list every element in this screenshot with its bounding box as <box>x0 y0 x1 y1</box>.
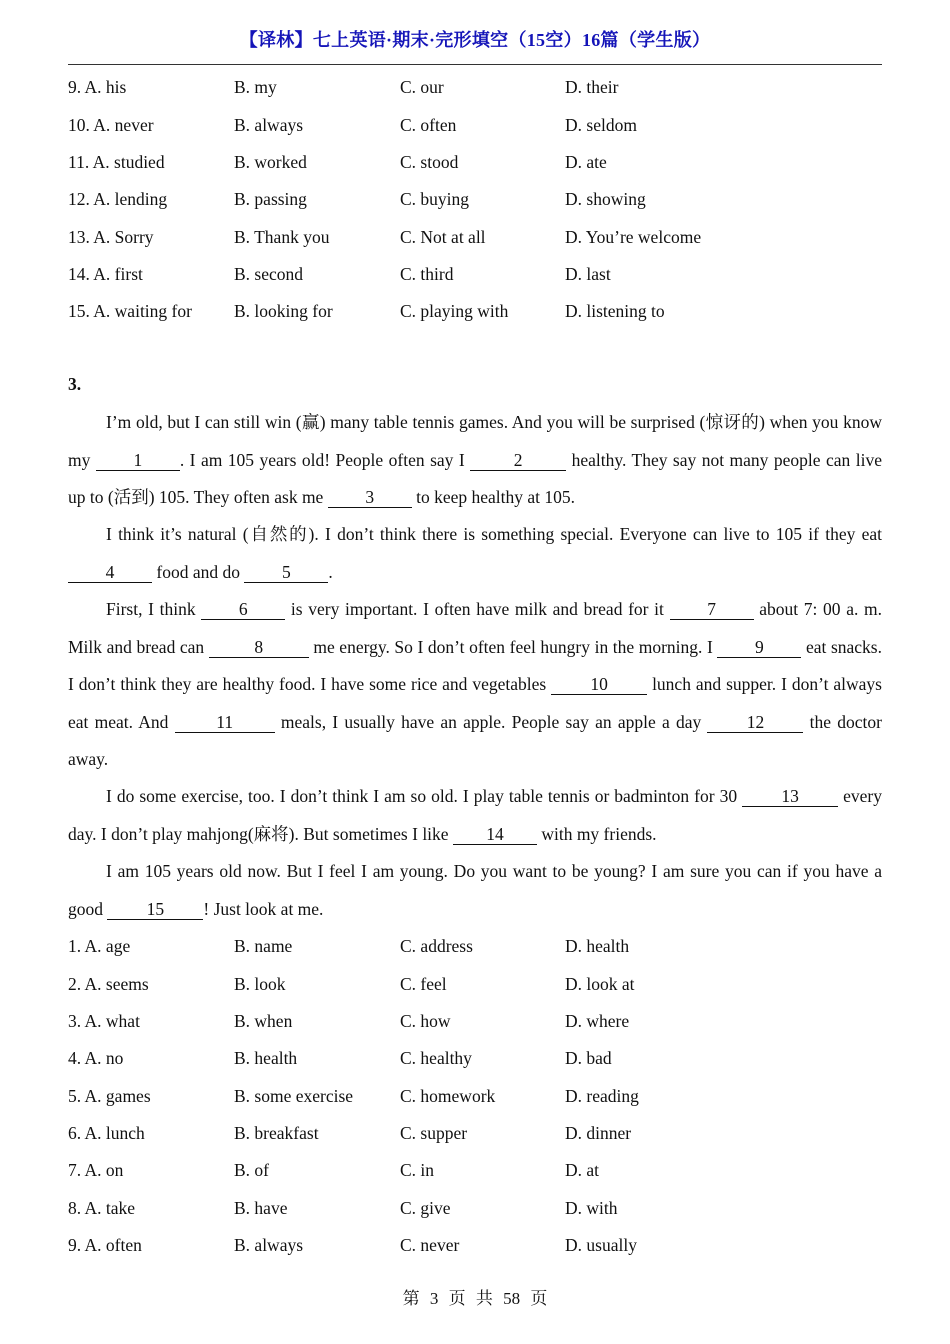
passage-paragraph-4 <box>68 778 882 853</box>
passage-paragraph-1 <box>68 404 882 517</box>
blank-6[interactable]: 6 <box>201 599 285 620</box>
text: I do some exercise, too. I don’t think I am so old. I play table tennis or badminton for 30 <box>106 786 743 806</box>
option-b: B. when <box>234 1011 293 1031</box>
option-d: D. ate <box>565 152 607 172</box>
blank-10[interactable]: 10 <box>551 674 647 695</box>
option-b: B. health <box>234 1048 298 1068</box>
option-c: C. stood <box>400 152 459 172</box>
option-a: 7. A. on <box>68 1160 124 1180</box>
option-d: D. health <box>565 936 630 956</box>
text: food and do <box>152 561 245 582</box>
option-b: B. have <box>234 1198 288 1218</box>
option-c: C. never <box>400 1235 460 1255</box>
option-d: D. where <box>565 1011 630 1031</box>
blank-12[interactable]: 12 <box>707 712 803 733</box>
option-c: C. how <box>400 1011 451 1031</box>
text: I think it’s natural (自然的). I don’t think there is something special. Everyone can live to 105 if they eat <box>106 524 882 544</box>
option-c: C. Not at all <box>400 227 486 247</box>
passage-paragraph-3 <box>68 591 882 779</box>
option-c: C. our <box>400 77 444 97</box>
option-a: 1. A. age <box>68 936 131 956</box>
text: about 7: 00 a. m. Milk and bread can <box>68 599 882 657</box>
option-d: D. last <box>565 264 611 284</box>
document-header-title: 【译林】七上英语·期末·完形填空（15空）16篇（学生版） <box>239 30 711 50</box>
blank-9[interactable]: 9 <box>717 637 801 658</box>
option-a: 13. A. Sorry <box>68 227 154 247</box>
option-c: C. address <box>400 936 473 956</box>
blank-2[interactable]: 2 <box>470 450 566 471</box>
blank-7[interactable]: 7 <box>670 599 754 620</box>
text: the doctor away. <box>68 711 882 769</box>
text: lunch and supper. I don’t always eat meat. And <box>68 674 882 732</box>
option-b: B. Thank you <box>234 227 330 247</box>
blank-11[interactable]: 11 <box>175 712 275 733</box>
option-b: B. name <box>234 936 293 956</box>
text: . <box>328 561 333 582</box>
text: with my friends. <box>536 823 657 844</box>
blank-5[interactable]: 5 <box>244 562 328 583</box>
header-divider <box>68 64 882 65</box>
blank-15[interactable]: 15 <box>107 899 203 920</box>
option-a: 5. A. games <box>68 1086 151 1106</box>
option-d: D. showing <box>565 189 646 209</box>
option-a: 9. A. his <box>68 77 127 97</box>
option-b: B. looking for <box>234 301 333 321</box>
option-c: C. often <box>400 115 457 135</box>
blank-13[interactable]: 13 <box>742 786 838 807</box>
blank-1[interactable]: 1 <box>96 450 180 471</box>
text: to keep healthy at 105. <box>411 487 575 507</box>
option-b: B. look <box>234 974 286 994</box>
option-c: C. give <box>400 1198 451 1218</box>
text: I’m old, but I can still win (赢) many table tennis games. And you will be surprised (惊讶的) when you know my <box>68 412 882 470</box>
option-b: B. second <box>234 264 304 284</box>
option-a: 14. A. first <box>68 264 143 284</box>
option-a: 10. A. never <box>68 115 154 135</box>
passage-paragraph-2 <box>68 516 882 591</box>
option-b: B. my <box>234 77 277 97</box>
section-number: 3. <box>68 374 82 394</box>
option-a: 11. A. studied <box>68 152 165 172</box>
option-d: D. bad <box>565 1048 612 1068</box>
option-d: D. with <box>565 1198 618 1218</box>
blank-8[interactable]: 8 <box>209 637 309 658</box>
text: First, I think <box>106 599 202 619</box>
option-a: 15. A. waiting for <box>68 301 192 321</box>
option-b: B. passing <box>234 189 307 209</box>
option-c: C. third <box>400 264 454 284</box>
option-c: C. feel <box>400 974 447 994</box>
page-number: 第 3 页 共 58 页 <box>402 1289 548 1308</box>
option-a: 6. A. lunch <box>68 1123 145 1143</box>
option-d: D. look at <box>565 974 635 994</box>
option-a: 3. A. what <box>68 1011 140 1031</box>
text: ! Just look at me. <box>203 898 324 919</box>
option-a: 8. A. take <box>68 1198 136 1218</box>
blank-3[interactable]: 3 <box>328 487 412 508</box>
option-c: C. healthy <box>400 1048 472 1068</box>
option-b: B. breakfast <box>234 1123 319 1143</box>
option-c: C. playing with <box>400 301 509 321</box>
text: healthy. They say not many people can live up to (活到) 105. They often ask me <box>68 449 882 507</box>
option-b: B. always <box>234 1235 304 1255</box>
option-c: C. homework <box>400 1086 496 1106</box>
text: eat snacks. I don’t think they are healthy food. I have some rice and vegetables <box>68 636 882 694</box>
text: . I am 105 years old! People often say I <box>179 449 471 470</box>
option-d: D. reading <box>565 1086 639 1106</box>
option-b: B. worked <box>234 152 307 172</box>
option-b: B. of <box>234 1160 269 1180</box>
option-d: D. seldom <box>565 115 637 135</box>
option-d: D. listening to <box>565 301 665 321</box>
option-d: D. You’re welcome <box>565 227 702 247</box>
option-a: 4. A. no <box>68 1048 124 1068</box>
option-d: D. usually <box>565 1235 637 1255</box>
option-c: C. in <box>400 1160 435 1180</box>
option-a: 2. A. seems <box>68 974 149 994</box>
option-b: B. some exercise <box>234 1086 354 1106</box>
text: is very important. I often have milk and bread for it <box>285 599 670 619</box>
option-d: D. dinner <box>565 1123 632 1143</box>
blank-14[interactable]: 14 <box>453 824 537 845</box>
option-d: D. at <box>565 1160 600 1180</box>
text: meals, I usually have an apple. People say an apple a day <box>274 711 708 732</box>
text: every day. I don’t play mahjong(麻将). But sometimes I like <box>68 786 882 844</box>
option-a: 9. A. often <box>68 1235 142 1255</box>
option-a: 12. A. lending <box>68 189 168 209</box>
option-c: C. supper <box>400 1123 468 1143</box>
text: I am 105 years old now. But I feel I am young. Do you want to be young? I am sure you can if you have a good <box>68 861 882 919</box>
option-d: D. their <box>565 77 619 97</box>
text: me energy. So I don’t often feel hungry in the morning. I <box>308 636 718 657</box>
option-c: C. buying <box>400 189 470 209</box>
blank-4[interactable]: 4 <box>68 562 152 583</box>
option-b: B. always <box>234 115 304 135</box>
passage-paragraph-5 <box>68 853 882 928</box>
